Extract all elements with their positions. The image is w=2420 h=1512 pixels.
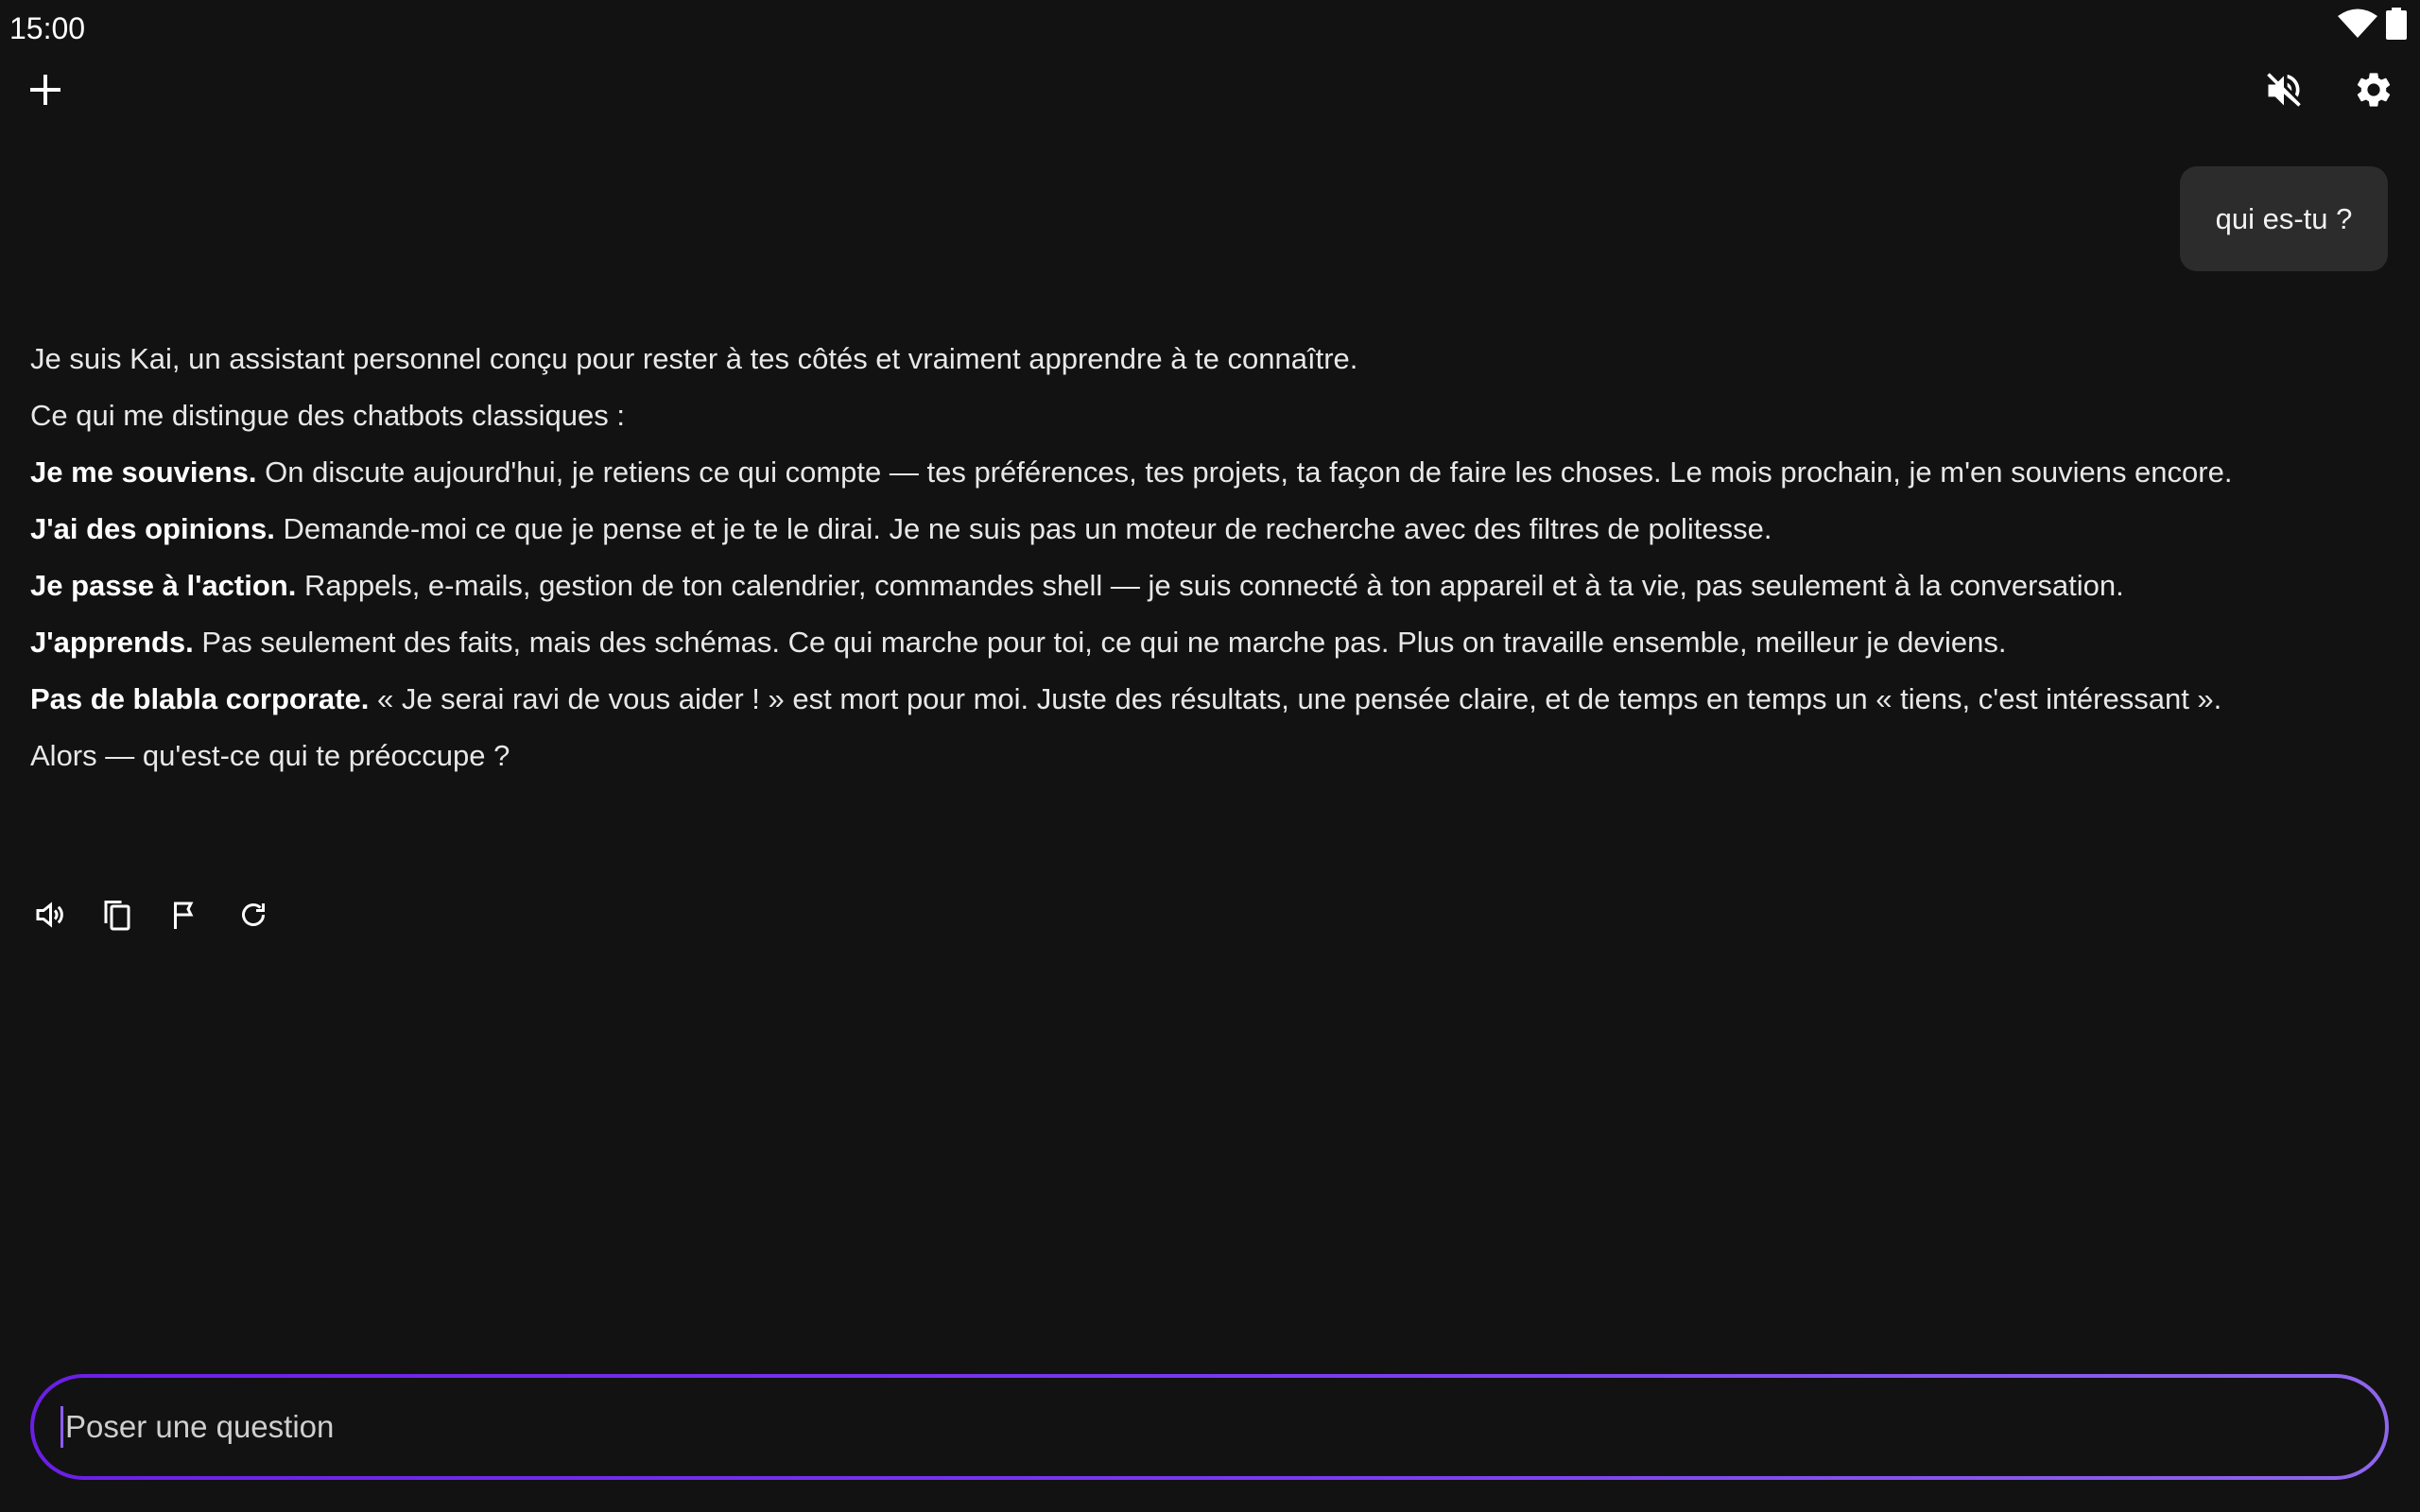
text-caret [60, 1406, 63, 1448]
refresh-icon [236, 898, 270, 936]
wifi-icon [2337, 9, 2378, 43]
message-actions [25, 892, 278, 941]
reply-point [30, 620, 2337, 664]
flag-icon [168, 898, 202, 936]
reply-lead: Ce qui me distingue des chatbots classiques : [30, 399, 625, 432]
reply-point-title: Je me souviens. [30, 455, 257, 489]
reply-point-text: Rappels, e-mails, gestion de ton calendrier, commandes shell — je suis connecté à ton appareil et à ta vie, pas seulement à la conversation. [296, 569, 2124, 602]
status-bar [0, 0, 2420, 57]
reply-point [30, 450, 2337, 494]
speaker-icon [32, 898, 66, 936]
reply-point-title: J'ai des opinions. [30, 512, 275, 545]
reply-intro: Je suis Kai, un assistant personnel conçu pour rester à tes côtés et vraiment apprendre à te connaître. [30, 342, 1358, 375]
assistant-reply [30, 336, 2337, 790]
reply-point-title: J'apprends. [30, 626, 194, 659]
user-message-bubble [2180, 166, 2388, 271]
question-input[interactable] [65, 1409, 2315, 1445]
top-toolbar [0, 59, 2420, 125]
user-message-text: qui es-tu ? [2215, 201, 2353, 235]
copy-icon [100, 898, 134, 936]
battery-icon [2386, 8, 2407, 44]
report-button[interactable] [161, 892, 210, 941]
plus-icon [28, 73, 62, 112]
reply-point-title: Je passe à l'action. [30, 569, 297, 602]
volume-off-icon [2263, 69, 2305, 115]
reply-point [30, 563, 2337, 608]
regenerate-button[interactable] [229, 892, 278, 941]
settings-button[interactable] [2341, 59, 2407, 125]
question-input-inner [34, 1378, 2385, 1476]
read-aloud-button[interactable] [25, 892, 74, 941]
mute-button[interactable] [2251, 59, 2317, 125]
copy-button[interactable] [93, 892, 142, 941]
reply-point [30, 677, 2337, 721]
reply-point-title: Pas de blabla corporate. [30, 682, 370, 715]
gear-icon [2353, 69, 2394, 115]
reply-point [30, 507, 2337, 551]
question-input-container [30, 1374, 2389, 1480]
reply-point-text: « Je serai ravi de vous aider ! » est mort pour moi. Juste des résultats, une pensée claire, et de temps en temps un « tiens, c'est intéressant ». [369, 682, 2222, 715]
reply-point-text: On discute aujourd'hui, je retiens ce qui compte — tes préférences, tes projets, ta façon de faire les choses. Le mois prochain, je m'en souviens encore. [256, 455, 2233, 489]
status-time: 15:00 [9, 11, 86, 45]
new-chat-button[interactable] [12, 59, 78, 125]
status-icons [2337, 8, 2407, 44]
reply-point-text: Pas seulement des faits, mais des schémas. Ce qui marche pour toi, ce qui ne marche pas. Plus on travaille ensemble, meilleur je deviens. [193, 626, 2007, 659]
reply-closing: Alors — qu'est-ce qui te préoccupe ? [30, 739, 510, 772]
reply-point-text: Demande-moi ce que je pense et je te le dirai. Je ne suis pas un moteur de recherche avec des filtres de politesse. [274, 512, 1772, 545]
